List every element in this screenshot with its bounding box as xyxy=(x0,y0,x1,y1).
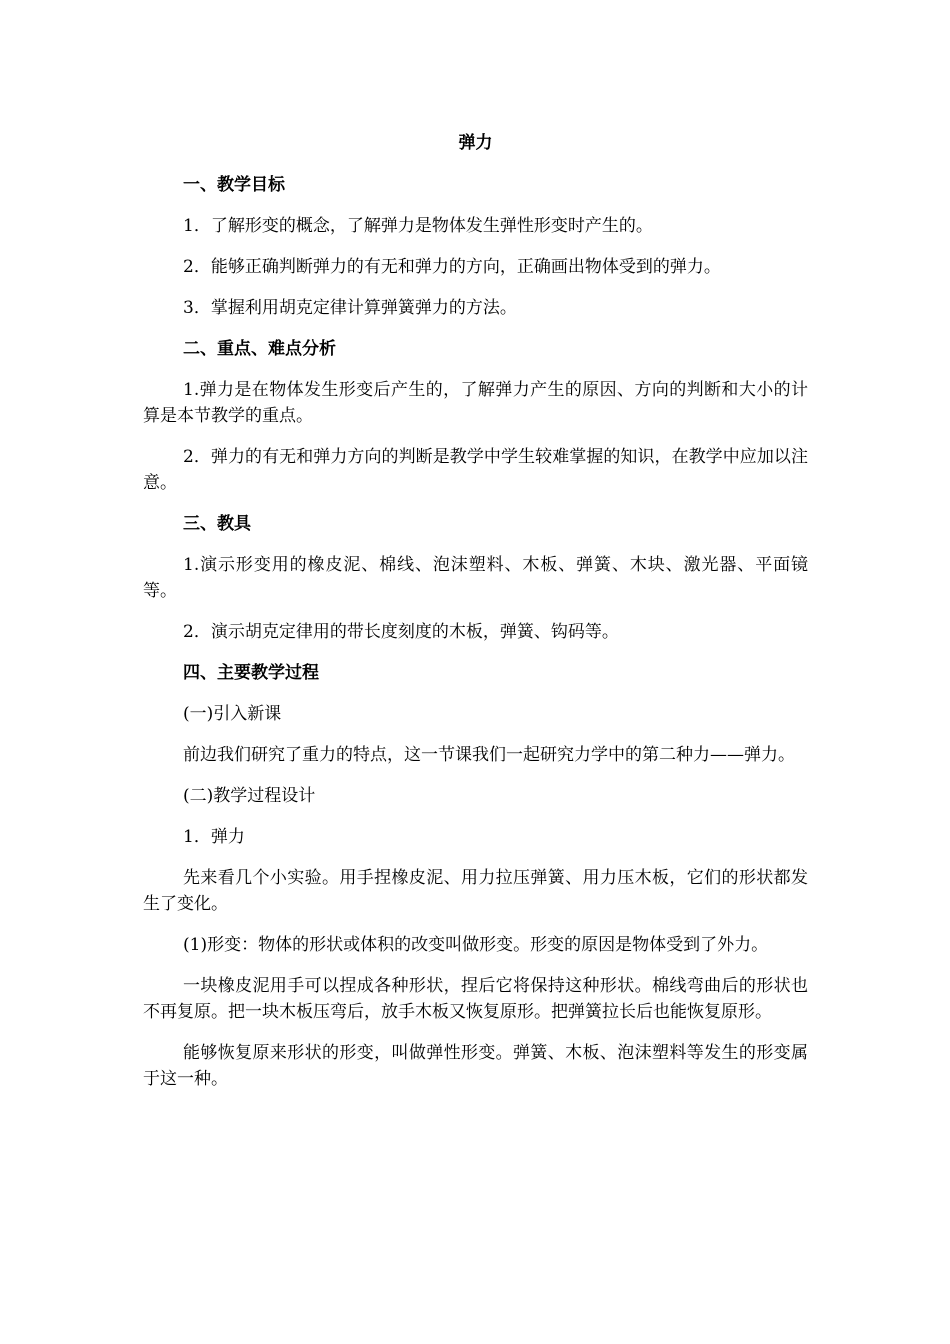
paragraph: 2．演示胡克定律用的带长度刻度的木板，弹簧、钩码等。 xyxy=(183,622,619,642)
section-key-points xyxy=(143,336,808,496)
section-heading: 三、教具 xyxy=(183,514,251,534)
paragraph: 1．了解形变的概念，了解弹力是物体发生弹性形变时产生的。 xyxy=(183,216,653,236)
paragraph: (二)教学过程设计 xyxy=(183,786,316,806)
document-page xyxy=(143,130,808,1107)
paragraph: 1.演示形变用的橡皮泥、棉线、泡沫塑料、木板、弹簧、木块、激光器、平面镜等。 xyxy=(143,555,808,601)
paragraph: (1)形变：物体的形状或体积的改变叫做形变。形变的原因是物体受到了外力。 xyxy=(183,935,769,955)
paragraph: 2．能够正确判断弹力的有无和弹力的方向，正确画出物体受到的弹力。 xyxy=(183,257,721,277)
paragraph: 3．掌握利用胡克定律计算弹簧弹力的方法。 xyxy=(183,298,517,318)
paragraph: 能够恢复原来形状的形变，叫做弹性形变。弹簧、木板、泡沫塑料等发生的形变属于这一种。 xyxy=(143,1043,808,1089)
paragraph: 先来看几个小实验。用手捏橡皮泥、用力拉压弹簧、用力压木板，它们的形状都发生了变化。 xyxy=(143,868,808,914)
paragraph: 2．弹力的有无和弹力方向的判断是教学中学生较难掌握的知识，在教学中应加以注意。 xyxy=(143,447,808,493)
section-teaching-aids xyxy=(143,511,808,645)
paragraph: (一)引入新课 xyxy=(183,704,282,724)
paragraph: 1.弹力是在物体发生形变后产生的，了解弹力产生的原因、方向的判断和大小的计算是本节教学的重点。 xyxy=(143,380,808,426)
paragraph: 1．弹力 xyxy=(183,827,245,847)
paragraph: 前边我们研究了重力的特点，这一节课我们一起研究力学中的第二种力——弹力。 xyxy=(183,745,795,765)
section-objectives xyxy=(143,172,808,321)
section-teaching-process xyxy=(143,660,808,1092)
section-heading: 二、重点、难点分析 xyxy=(183,339,336,359)
section-heading: 一、教学目标 xyxy=(183,175,285,195)
page-title: 弹力 xyxy=(458,133,493,153)
paragraph: 一块橡皮泥用手可以捏成各种形状，捏后它将保持这种形状。棉线弯曲后的形状也不再复原。把一块木板压弯后，放手木板又恢复原形。把弹簧拉长后也能恢复原形。 xyxy=(143,976,808,1022)
section-heading: 四、主要教学过程 xyxy=(183,663,319,683)
